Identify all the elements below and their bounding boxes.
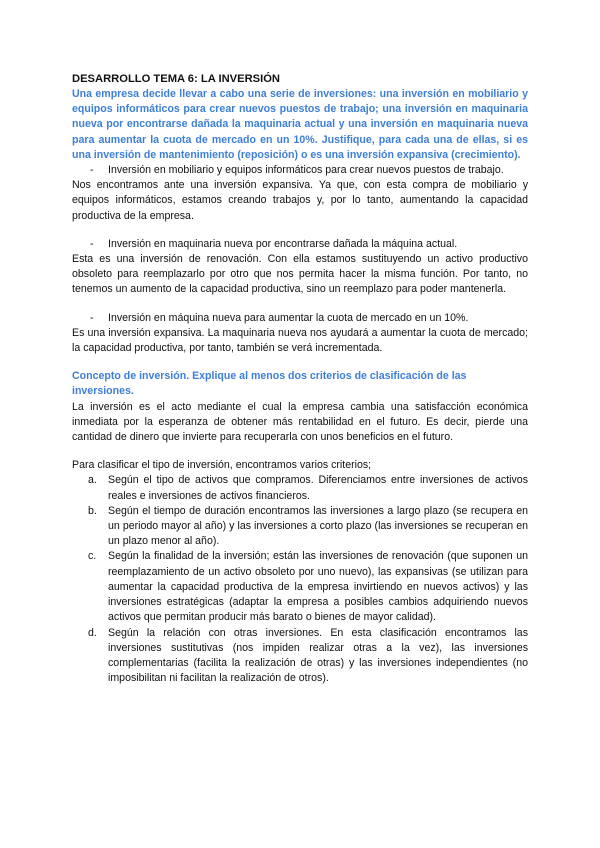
answer-item-text: Inversión en máquina nueva para aumentar la cuota de mercado en un 10%. [108,311,469,324]
question-1: Una empresa decide llevar a cabo una serie de inversiones: una inversión en mobiliario y equipos informáticos para crear nuevos puestos de trabajo; una inversión en maquinaria nueva por encontrarse dañada la maquinaria actual y una inversión en maquinaria nueva para aumentar la cuota de mercado en un 10%. Justifique, para cada una de ellas, si es una inversión de mantenimiento (reposición) o es una inversión expansiva (crecimiento). [72,88,528,161]
list-item [72,549,528,625]
list-item-text: Según la relación con otras inversiones. En esta clasificación encontramos las inversiones sustitutivas (nos impiden realizar otras a la vez), las inversiones complementarias (facilita la realización de otras) y las inversiones independientes (no imposibilitan ni facilitan la realización de otros). [108,626,528,685]
list-item [72,473,528,503]
document-content [72,72,528,686]
answer-item-text: Inversión en mobiliario y equipos informáticos para crear nuevos puestos de trabajo. [108,164,504,177]
answer-item [72,163,528,178]
answer-item [72,311,528,326]
answer-item-text: Inversión en maquinaria nueva por encontrarse dañada la máquina actual. [108,237,458,250]
list-item-text: Según el tiempo de duración encontramos las inversiones a largo plazo (se recupera en un periodo mayor al año) y las inversiones a corto plazo (las inversiones se recuperan en un plazo menor al año). [108,504,528,548]
list-item [72,626,528,687]
list-marker: a. [88,474,97,487]
answer-1 [72,163,528,224]
list-item [72,504,528,550]
list-item-text: Según el tipo de activos que compramos. Diferenciamos entre inversiones de activos reales e inversiones de activos financieros. [108,474,528,502]
answer-item [72,237,528,252]
answer-3 [72,311,528,357]
dash-marker: - [90,311,94,324]
definition-paragraph: La inversión es el acto mediante el cual la empresa cambia una satisfacción económica inmediata por la esperanza de obtener más rentabilidad en el futuro. Es decir, pierde una cantidad de dinero que invierte para recuperarla con unos beneficios en el futuro. [72,400,528,444]
criteria-list [72,473,528,686]
criteria-intro: Para clasificar el tipo de inversión, encontramos varios criterios; [72,459,372,472]
dash-marker: - [90,237,94,250]
list-marker: b. [88,504,97,517]
answer-explanation: Es una inversión expansiva. La maquinaria nueva nos ayudará a aumentar la cuota de mercado; la capacidad productiva, por tanto, también se verá incrementada. [72,326,528,355]
answer-2 [72,237,528,298]
dash-marker: - [90,164,94,177]
page-title: DESARROLLO TEMA 6: LA INVERSIÓN [72,73,281,85]
question-2: Concepto de inversión. Explique al menos dos criterios de clasificación de las inversiones. [72,370,467,398]
answer-explanation: Esta es una inversión de renovación. Con ella estamos sustituyendo un activo productivo obsoleto para reemplazarlo por otro que nos permita hacer la misma función. Por tanto, no tenemos un aumento de la capacidad productiva, sino un reemplazo para poder mantenerla. [72,253,528,296]
list-marker: c. [88,550,97,563]
list-marker: d. [88,626,97,639]
answer-explanation: Nos encontramos ante una inversión expansiva. Ya que, con esta compra de mobiliario y equipos informáticos, estamos creando trabajos y, por lo tanto, aumentando la capacidad productiva de la empresa. [72,179,528,222]
list-item-text: Según la finalidad de la inversión; están las inversiones de renovación (que suponen un reemplazamiento de un activo obsoleto por uno nuevo), las expansivas (se utilizan para aumentar la capacidad productiva de la empresa invirtiendo en nuevos activos) y las inversiones estratégicas (adaptar la empresa a posibles cambios adquiriendo nuevos activos que permitan producir más barato o bienes de mayor calidad). [108,550,528,624]
